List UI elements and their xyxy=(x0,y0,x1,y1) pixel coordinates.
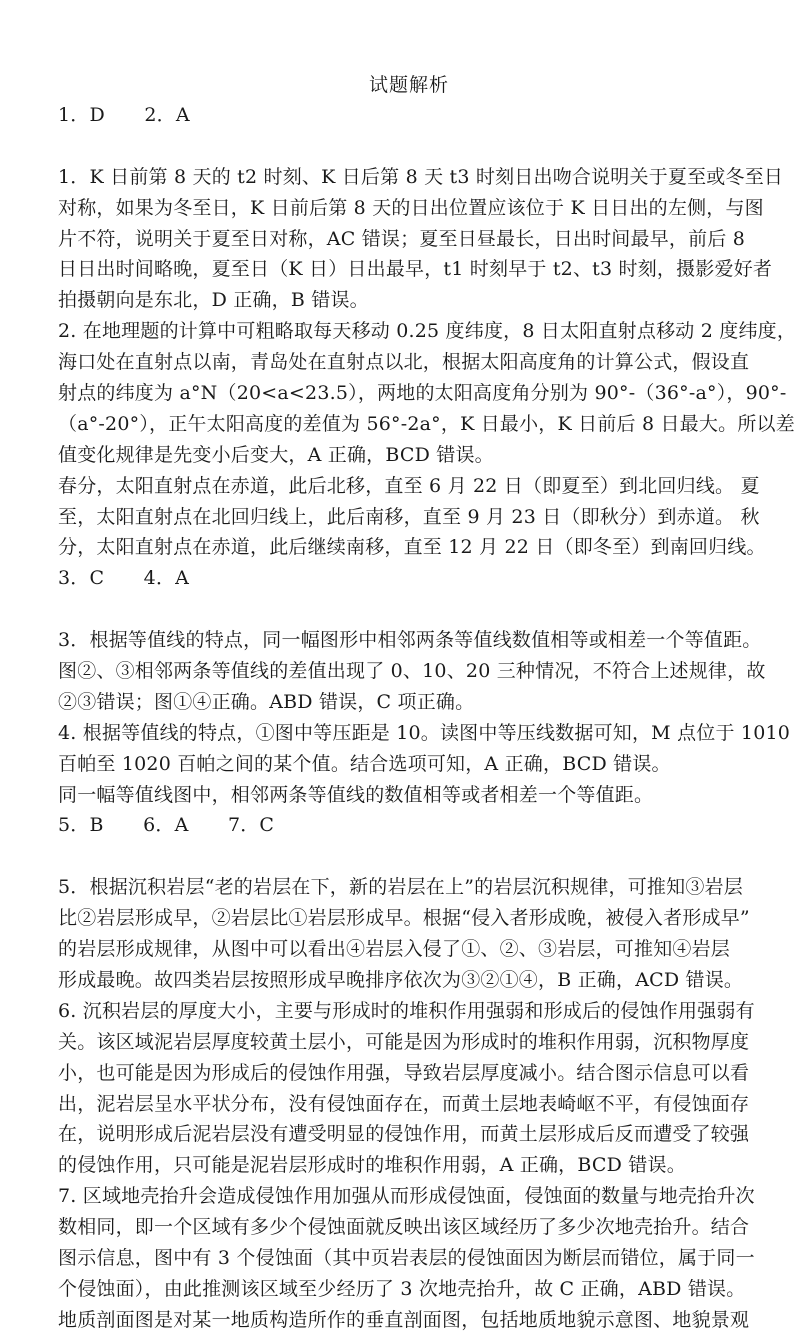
text-line: 拍摄朝向是东北，D 正确，B 错误。 xyxy=(58,289,369,312)
text-line: 4. 根据等值线的特点，①图中等压距是 10。读图中等压线数据可知，M 点位于 1010 xyxy=(58,721,791,744)
text-line: 在，说明形成后泥岩层没有遭受明显的侵蚀作用，而黄土层形成后反而遭受了较强 xyxy=(58,1123,750,1146)
page-title: 试题解析 xyxy=(368,74,449,96)
text-line: 分，太阳直射点在赤道，此后继续南移，直至 12 月 22 日（即冬至）到南回归线。 xyxy=(58,536,766,559)
answer-line-1: 1．D 2．A xyxy=(58,104,190,126)
text-line: 日日出时间略晚，夏至日（K 日）日出最早，t1 时刻早于 t2、t3 时刻，摄影爱好者 xyxy=(58,258,773,281)
text-line: 数相同，即一个区域有多少个侵蚀面就反映出该区域经历了多少次地壳抬升。结合 xyxy=(58,1216,750,1239)
blank-line xyxy=(58,841,760,872)
text-line: 个侵蚀面），由此推测该区域至少经历了 3 次地壳抬升，故 C 正确，ABD 错误。 xyxy=(58,1277,746,1300)
text-line: 的侵蚀作用，只可能是泥岩层形成时的堆积作用弱，A 正确，BCD 错误。 xyxy=(58,1154,686,1177)
text-line: 地质剖面图是对某一地质构造所作的垂直剖面图，包括地质地貌示意图、地貌景观 xyxy=(58,1308,750,1331)
text-line: 图②、③相邻两条等值线的差值出现了 0、10、20 三种情况，不符合上述规律，故 xyxy=(58,660,766,683)
blank-line xyxy=(58,131,760,162)
text-line: 片不符，说明关于夏至日对称，AC 错误；夏至日昼最长，日出时间最早，前后 8 xyxy=(58,227,746,250)
text-line: 6. 沉积岩层的厚度大小，主要与形成时的堆积作用强弱和形成后的侵蚀作用强弱有 xyxy=(58,999,755,1022)
text-line: 海口处在直射点以南，青岛处在直射点以北，根据太阳高度角的计算公式，假设直 xyxy=(58,351,750,374)
text-line: 至，太阳直射点在北回归线上，此后南移，直至 9 月 23 日（即秋分）到赤道。 秋 xyxy=(58,505,760,528)
text-line: ②③错误；图①④正确。ABD 错误，C 项正确。 xyxy=(58,690,475,713)
text-line: 值变化规律是先变小后变大，A 正确，BCD 错误。 xyxy=(58,443,494,466)
text-line: 的岩层形成规律，从图中可以看出④岩层入侵了①、②、③岩层，可推知④岩层 xyxy=(58,938,731,961)
text-line: 形成最晚。故四类岩层按照形成早晚排序依次为③②①④，B 正确，ACD 错误。 xyxy=(58,968,744,991)
text-line: 百帕至 1020 百帕之间的某个值。结合选项可知，A 正确，BCD 错误。 xyxy=(58,752,671,775)
text-line: 出，泥岩层呈水平状分布，没有侵蚀面存在，而黄土层地表崎岖不平，有侵蚀面存 xyxy=(58,1092,750,1115)
text-line: 1．K 日前第 8 天的 t2 时刻、K 日后第 8 天 t3 时刻日出吻合说明关于夏至或冬至日 xyxy=(58,165,784,188)
text-line: 比②岩层形成早，②岩层比①岩层形成早。根据“侵入者形成晚，被侵入者形成早” xyxy=(58,907,750,930)
text-line: 图示信息，图中有 3 个侵蚀面（其中页岩表层的侵蚀面因为断层而错位，属于同一 xyxy=(58,1246,755,1269)
text-line: 7. 区域地壳抬升会造成侵蚀作用加强从而形成侵蚀面，侵蚀面的数量与地壳抬升次 xyxy=(58,1185,755,1208)
text-line: 同一幅等值线图中，相邻两条等值线的数值相等或者相差一个等值距。 xyxy=(58,783,654,806)
text-line: 小，也可能是因为形成后的侵蚀作用强，导致岩层厚度减小。结合图示信息可以看 xyxy=(58,1061,750,1084)
text-line: 3．根据等值线的特点，同一幅图形中相邻两条等值线数值相等或相差一个等值距。 xyxy=(58,629,762,652)
text-line: 对称，如果为冬至日，K 日前后第 8 天的日出位置应该位于 K 日日出的左侧，与图 xyxy=(58,196,764,219)
answer-line-2: 3．C 4．A xyxy=(58,567,190,590)
text-line: （a°-20°），正午太阳高度的差值为 56°-2a°，K 日最小，K 日前后 8 日最大。所以差 xyxy=(58,412,795,435)
text-line: 射点的纬度为 a°N（20<a<23.5），两地的太阳高度角分别为 90°-（36°-a°），90°- xyxy=(58,382,787,405)
text-line: 5．根据沉积岩层“老的岩层在下，新的岩层在上”的岩层沉积规律，可推知③岩层 xyxy=(58,876,743,899)
answer-line-3: 5．B 6．A 7．C xyxy=(58,814,275,837)
blank-line xyxy=(58,594,760,625)
text-line: 关。该区域泥岩层厚度较黄土层小，可能是因为形成时的堆积作用弱，沉积物厚度 xyxy=(58,1030,750,1053)
text-line: 2. 在地理题的计算中可粗略取每天移动 0.25 度纬度，8 日太阳直射点移动 2 度纬度， xyxy=(58,320,797,343)
text-line: 春分，太阳直射点在赤道，此后北移，直至 6 月 22 日（即夏至）到北回归线。 夏 xyxy=(58,474,760,497)
